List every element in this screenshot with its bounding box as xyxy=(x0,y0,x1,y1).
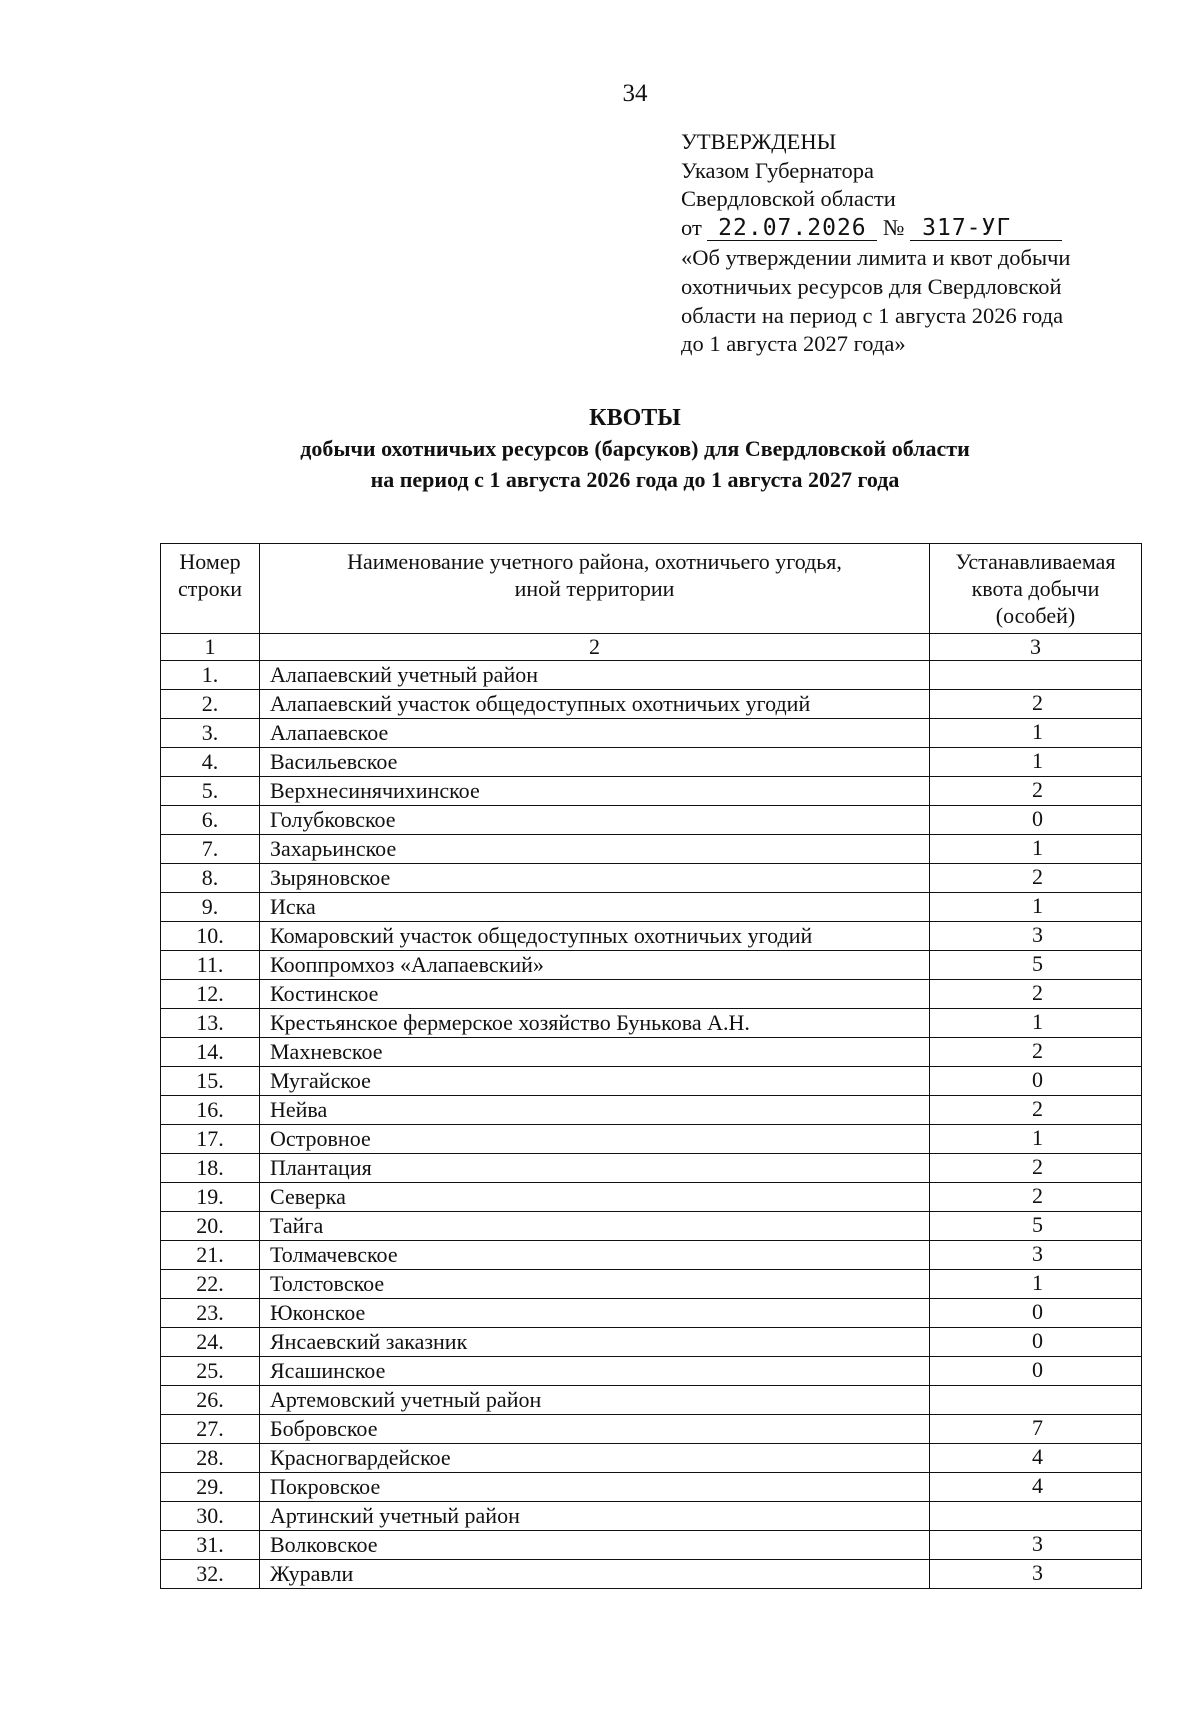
row-name-cell: Алапаевский учетный район xyxy=(260,661,930,690)
quota-table xyxy=(160,543,1142,1589)
row-number-cell: 20. xyxy=(161,1212,260,1241)
row-quota-cell: 2 xyxy=(930,864,1142,893)
page-number: 34 xyxy=(622,80,648,107)
approval-date-number xyxy=(681,214,1141,243)
row-quota-cell: 0 xyxy=(930,1067,1142,1096)
header-row-number: Номер строки xyxy=(161,544,260,634)
row-number-cell: 25. xyxy=(161,1357,260,1386)
row-name-cell: Журавли xyxy=(260,1560,930,1589)
decree-number: 317-УГ xyxy=(910,216,1062,241)
table-row xyxy=(161,806,1142,835)
table-row xyxy=(161,1299,1142,1328)
row-number-cell: 19. xyxy=(161,1183,260,1212)
row-quota-cell: 3 xyxy=(930,1560,1142,1589)
row-quota-cell: 4 xyxy=(930,1473,1142,1502)
table-row xyxy=(161,922,1142,951)
row-quota-cell xyxy=(930,661,1142,690)
approval-block xyxy=(681,128,1141,359)
row-quota-cell: 5 xyxy=(930,1212,1142,1241)
table-row xyxy=(161,1154,1142,1183)
row-name-cell: Бобровское xyxy=(260,1415,930,1444)
row-name-cell: Иска xyxy=(260,893,930,922)
row-quota-cell: 0 xyxy=(930,1328,1142,1357)
row-quota-cell xyxy=(930,1502,1142,1531)
row-number-cell: 12. xyxy=(161,980,260,1009)
document-title xyxy=(0,403,1200,495)
row-number-cell: 5. xyxy=(161,777,260,806)
table-row xyxy=(161,864,1142,893)
column-index: 2 xyxy=(260,634,930,661)
column-index-row xyxy=(161,634,1142,661)
table-row xyxy=(161,1560,1142,1589)
row-number-cell: 1. xyxy=(161,661,260,690)
row-number-cell: 6. xyxy=(161,806,260,835)
row-name-cell: Артинский учетный район xyxy=(260,1502,930,1531)
row-quota-cell: 1 xyxy=(930,1270,1142,1299)
table-row xyxy=(161,1096,1142,1125)
approval-issuer: Указом Губернатора xyxy=(681,157,874,183)
row-name-cell: Волковское xyxy=(260,1531,930,1560)
row-quota-cell: 4 xyxy=(930,1444,1142,1473)
row-number-cell: 27. xyxy=(161,1415,260,1444)
row-number-cell: 31. xyxy=(161,1531,260,1560)
row-name-cell: Махневское xyxy=(260,1038,930,1067)
table-row xyxy=(161,777,1142,806)
row-name-cell: Комаровский участок общедоступных охотничьих угодий xyxy=(260,922,930,951)
row-number-cell: 8. xyxy=(161,864,260,893)
decree-title-1: «Об утверждении лимита и квот добычи xyxy=(681,245,1071,271)
number-prefix: № xyxy=(883,214,905,240)
table-row xyxy=(161,1444,1142,1473)
title-period: на период с 1 августа 2026 года до 1 августа 2027 года xyxy=(370,467,900,492)
row-name-cell: Островное xyxy=(260,1125,930,1154)
table-row xyxy=(161,1531,1142,1560)
table-row xyxy=(161,1125,1142,1154)
table-row xyxy=(161,748,1142,777)
row-number-cell: 13. xyxy=(161,1009,260,1038)
row-number-cell: 26. xyxy=(161,1386,260,1415)
table-row xyxy=(161,1328,1142,1357)
table-row xyxy=(161,719,1142,748)
row-name-cell: Кооппромхоз «Алапаевский» xyxy=(260,951,930,980)
row-number-cell: 3. xyxy=(161,719,260,748)
row-name-cell: Северка xyxy=(260,1183,930,1212)
table-row xyxy=(161,1212,1142,1241)
row-name-cell: Зыряновское xyxy=(260,864,930,893)
row-number-cell: 16. xyxy=(161,1096,260,1125)
row-name-cell: Юконское xyxy=(260,1299,930,1328)
row-quota-cell: 1 xyxy=(930,893,1142,922)
table-row xyxy=(161,1415,1142,1444)
row-number-cell: 17. xyxy=(161,1125,260,1154)
row-number-cell: 30. xyxy=(161,1502,260,1531)
row-quota-cell: 1 xyxy=(930,748,1142,777)
row-quota-cell: 0 xyxy=(930,1299,1142,1328)
row-number-cell: 22. xyxy=(161,1270,260,1299)
row-name-cell: Янсаевский заказник xyxy=(260,1328,930,1357)
table-row xyxy=(161,690,1142,719)
table-row xyxy=(161,1357,1142,1386)
row-name-cell: Крестьянское фермерское хозяйство Бунькова А.Н. xyxy=(260,1009,930,1038)
row-number-cell: 4. xyxy=(161,748,260,777)
table-header-row xyxy=(161,544,1142,634)
decree-title-4: до 1 августа 2027 года» xyxy=(681,331,906,357)
row-name-cell: Васильевское xyxy=(260,748,930,777)
row-name-cell: Толстовское xyxy=(260,1270,930,1299)
row-number-cell: 14. xyxy=(161,1038,260,1067)
row-quota-cell: 1 xyxy=(930,1009,1142,1038)
column-index: 1 xyxy=(161,634,260,661)
row-number-cell: 15. xyxy=(161,1067,260,1096)
header-quota: Устанавливаемая квота добычи (особей) xyxy=(930,544,1142,634)
row-quota-cell: 5 xyxy=(930,951,1142,980)
row-name-cell: Ясашинское xyxy=(260,1357,930,1386)
date-prefix: от xyxy=(681,214,702,240)
decree-date: 22.07.2026 xyxy=(707,216,877,241)
table-row xyxy=(161,1009,1142,1038)
row-name-cell: Алапаевское xyxy=(260,719,930,748)
row-name-cell: Артемовский учетный район xyxy=(260,1386,930,1415)
row-name-cell: Верхнесинячихинское xyxy=(260,777,930,806)
row-number-cell: 11. xyxy=(161,951,260,980)
table-row xyxy=(161,1386,1142,1415)
row-quota-cell: 2 xyxy=(930,690,1142,719)
row-name-cell: Голубковское xyxy=(260,806,930,835)
table-row xyxy=(161,1270,1142,1299)
table-row xyxy=(161,1038,1142,1067)
table-row xyxy=(161,1183,1142,1212)
row-name-cell: Алапаевский участок общедоступных охотничьих угодий xyxy=(260,690,930,719)
header-name: Наименование учетного района, охотничьего угодья, иной территории xyxy=(260,544,930,634)
row-number-cell: 2. xyxy=(161,690,260,719)
table-row xyxy=(161,1502,1142,1531)
row-quota-cell: 1 xyxy=(930,1125,1142,1154)
row-quota-cell: 7 xyxy=(930,1415,1142,1444)
row-quota-cell: 3 xyxy=(930,1241,1142,1270)
table-row xyxy=(161,1241,1142,1270)
row-quota-cell: 2 xyxy=(930,1096,1142,1125)
decree-title-3: области на период с 1 августа 2026 года xyxy=(681,302,1064,328)
row-number-cell: 28. xyxy=(161,1444,260,1473)
row-quota-cell: 2 xyxy=(930,777,1142,806)
row-name-cell: Нейва xyxy=(260,1096,930,1125)
row-number-cell: 7. xyxy=(161,835,260,864)
table-row xyxy=(161,1473,1142,1502)
row-quota-cell: 2 xyxy=(930,1038,1142,1067)
row-quota-cell xyxy=(930,1386,1142,1415)
table-row xyxy=(161,661,1142,690)
row-quota-cell: 2 xyxy=(930,1154,1142,1183)
row-quota-cell: 1 xyxy=(930,835,1142,864)
row-number-cell: 21. xyxy=(161,1241,260,1270)
row-number-cell: 24. xyxy=(161,1328,260,1357)
row-number-cell: 9. xyxy=(161,893,260,922)
row-number-cell: 32. xyxy=(161,1560,260,1589)
table-row xyxy=(161,835,1142,864)
row-quota-cell: 3 xyxy=(930,1531,1142,1560)
column-index: 3 xyxy=(930,634,1142,661)
row-quota-cell: 3 xyxy=(930,922,1142,951)
row-quota-cell: 0 xyxy=(930,806,1142,835)
table-row xyxy=(161,893,1142,922)
approval-heading: УТВЕРЖДЕНЫ xyxy=(681,129,837,154)
row-quota-cell: 2 xyxy=(930,1183,1142,1212)
row-number-cell: 29. xyxy=(161,1473,260,1502)
row-quota-cell: 2 xyxy=(930,980,1142,1009)
row-quota-cell: 0 xyxy=(930,1357,1142,1386)
row-name-cell: Покровское xyxy=(260,1473,930,1502)
row-name-cell: Мугайское xyxy=(260,1067,930,1096)
row-number-cell: 10. xyxy=(161,922,260,951)
approval-region: Свердловской области xyxy=(681,186,896,212)
row-name-cell: Костинское xyxy=(260,980,930,1009)
table-row xyxy=(161,1067,1142,1096)
row-number-cell: 23. xyxy=(161,1299,260,1328)
decree-title-2: охотничьих ресурсов для Свердловской xyxy=(681,273,1062,299)
row-quota-cell: 1 xyxy=(930,719,1142,748)
row-name-cell: Плантация xyxy=(260,1154,930,1183)
row-name-cell: Тайга xyxy=(260,1212,930,1241)
table-row xyxy=(161,980,1142,1009)
row-name-cell: Толмачевское xyxy=(260,1241,930,1270)
row-number-cell: 18. xyxy=(161,1154,260,1183)
title-subheading: добычи охотничьих ресурсов (барсуков) для Свердловской области xyxy=(300,436,970,461)
row-name-cell: Красногвардейское xyxy=(260,1444,930,1473)
table-row xyxy=(161,951,1142,980)
title-heading: КВОТЫ xyxy=(589,405,681,431)
row-name-cell: Захарьинское xyxy=(260,835,930,864)
